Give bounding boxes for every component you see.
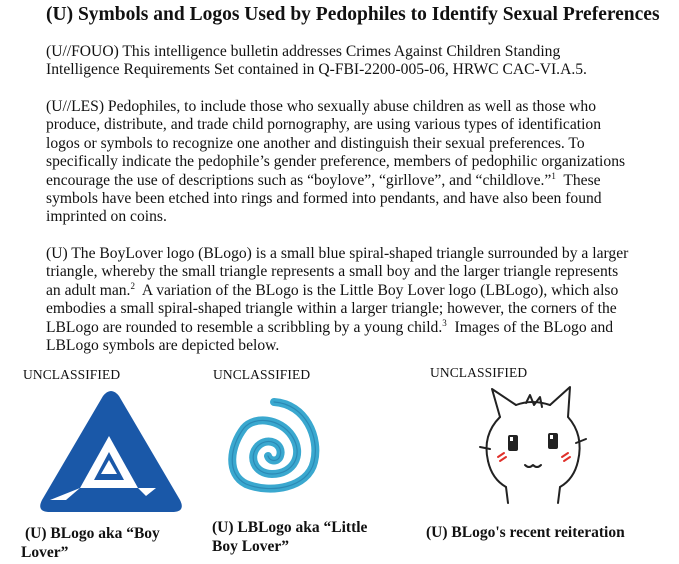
paragraph-les <box>46 98 658 227</box>
text-segment: encourage the use of descriptions such as “boylove”, “girllove”, and “childlove.” <box>46 171 552 189</box>
footnote-ref: 1 <box>551 170 556 181</box>
figure-caption-blogo <box>21 524 160 562</box>
caption-line: (U) BLogo aka “Boy <box>25 525 160 542</box>
text-segment: LBLogo are rounded to resemble a scribbling by a young child. <box>46 318 443 336</box>
caption-line: Lover” <box>21 544 69 561</box>
text-line <box>46 319 658 337</box>
footnote-ref: 3 <box>442 317 447 328</box>
text-segment: Images of the BLogo and <box>446 318 614 336</box>
lblogo-rounded-spiral-icon <box>218 390 330 502</box>
text-line: logos or symbols to recognize one another and distinguish their sexual preferences. To <box>46 134 585 152</box>
footnote-ref: 2 <box>130 280 135 291</box>
classification-marking: UNCLASSIFIED <box>430 365 528 380</box>
caption-line: (U) LBLogo aka “Little <box>212 519 368 536</box>
text-segment: A variation of the BLogo is the Little Boy Lover logo (LBLogo), which also <box>134 281 619 299</box>
figure-caption-reiteration <box>426 523 625 542</box>
text-line: imprinted on coins. <box>46 208 167 226</box>
text-line: specifically indicate the pedophile’s gender preference, members of pedophilic organizations <box>46 153 626 171</box>
paragraph-blogo <box>46 245 658 355</box>
figure-caption-lblogo <box>212 518 367 556</box>
caption-line: Boy Lover” <box>212 538 290 555</box>
text-line: produce, distribute, and trade child pornography, are using various types of identification <box>46 116 602 134</box>
paragraph-fouo <box>46 43 658 80</box>
text-line: (U) The BoyLover logo (BLogo) is a small blue spiral-shaped triangle surrounded by a larger <box>46 245 629 262</box>
bulletin-title: (U) Symbols and Logos Used by Pedophiles to Identify Sexual Preferences <box>46 4 660 25</box>
classification-marking: UNCLASSIFIED <box>23 367 121 382</box>
text-line: (U//FOUO) This intelligence bulletin addresses Crimes Against Children Standing <box>46 43 561 60</box>
text-line: LBLogo symbols are depicted below. <box>46 337 280 355</box>
text-line: Intelligence Requirements Set contained in Q-FBI-2200-005-06, HRWC CAC-VI.A.5. <box>46 61 587 79</box>
text-line <box>46 172 658 190</box>
blogo-triangle-spiral-icon <box>36 388 186 518</box>
caption-line: (U) BLogo's recent reiteration <box>426 524 625 541</box>
text-line: triangle, whereby the small triangle represents a small boy and the larger triangle represents <box>46 263 619 281</box>
cat-character-drawing-icon <box>470 383 594 507</box>
text-line: embodies a small spiral-shaped triangle within a larger triangle; however, the corners of the <box>46 300 617 318</box>
text-segment: an adult man. <box>46 281 131 299</box>
classification-marking: UNCLASSIFIED <box>213 367 311 382</box>
text-line: symbols have been etched into rings and formed into pendants, and have also been found <box>46 190 602 208</box>
text-line: (U//LES) Pedophiles, to include those who sexually abuse children as well as those who <box>46 98 597 115</box>
text-segment: These <box>555 171 601 189</box>
text-line <box>46 282 658 300</box>
